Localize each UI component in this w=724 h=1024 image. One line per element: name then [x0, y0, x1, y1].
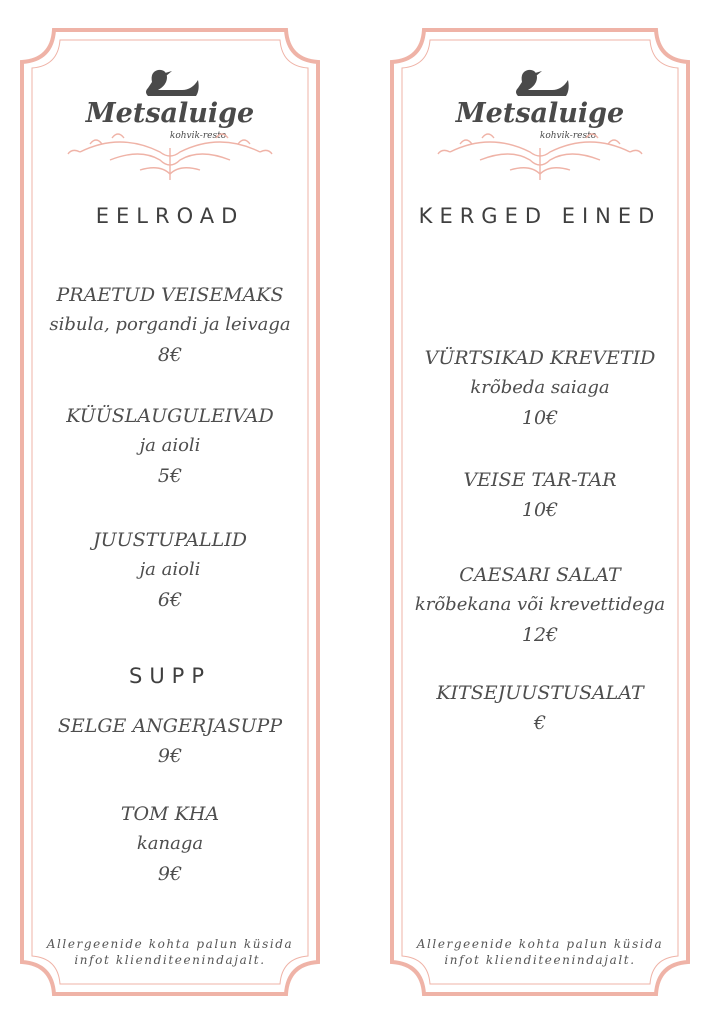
item-desc: sibula, porgandi ja leivaga — [49, 314, 291, 335]
item-price: 12€ — [521, 624, 559, 646]
menu-item — [390, 560, 690, 650]
item-name: PRAETUD VEISEMAKS — [56, 284, 284, 306]
allergen-note-line: infot klienditeenindajalt. — [74, 953, 266, 967]
item-price: € — [533, 712, 547, 734]
logo-wordmark: Metsaluige — [85, 98, 255, 129]
swan-icon — [146, 70, 199, 96]
section-title-supp: SUPP — [128, 664, 212, 688]
item-name: SELGE ANGERJASUPP — [57, 715, 283, 737]
item-desc: ja aioli — [139, 559, 201, 580]
item-name: KÜÜSLAUGULEIVAD — [66, 405, 274, 427]
section-title-kerged-eined: KERGED EINED — [418, 204, 662, 228]
item-name: VEISE TAR-TAR — [463, 469, 617, 491]
item-name: TOM KHA — [120, 803, 220, 825]
item-name: JUUSTUPALLID — [92, 529, 248, 551]
item-desc: ja aioli — [139, 435, 201, 456]
logo-tagline: kohvik-resto — [539, 131, 597, 141]
allergen-note — [20, 936, 320, 968]
menu-card-right — [390, 28, 690, 996]
menu-item — [20, 280, 320, 370]
item-price: 10€ — [521, 499, 559, 521]
item-price: 8€ — [157, 344, 183, 366]
item-desc: kanaga — [136, 833, 204, 854]
menu-item — [20, 711, 320, 771]
item-price: 6€ — [157, 589, 183, 611]
section-title-eelroad: EELROAD — [95, 204, 245, 228]
brand-logo — [20, 52, 320, 182]
menu-item — [20, 401, 320, 491]
item-name: VÜRTSIKAD KREVETID — [424, 347, 656, 369]
item-price: 9€ — [157, 745, 183, 767]
item-price: 5€ — [157, 465, 183, 487]
allergen-note-line: Allergeenide kohta palun küsida — [46, 937, 294, 951]
item-price: 9€ — [157, 863, 183, 885]
allergen-note-line: Allergeenide kohta palun küsida — [416, 937, 664, 951]
logo-tagline: kohvik-resto — [169, 131, 227, 141]
allergen-note-line: infot klienditeenindajalt. — [444, 953, 636, 967]
item-name: CAESARI SALAT — [459, 564, 621, 586]
item-desc: krõbeda saiaga — [470, 377, 610, 398]
logo-wordmark: Metsaluige — [455, 98, 625, 129]
menu-card-left — [20, 28, 320, 996]
item-price: 10€ — [521, 407, 559, 429]
menu-item — [20, 525, 320, 615]
menu-item — [390, 678, 690, 738]
brand-logo — [390, 52, 690, 182]
menu-item — [390, 343, 690, 433]
allergen-note — [390, 936, 690, 968]
item-name: KITSEJUUSTUSALAT — [436, 682, 644, 704]
menu-item — [20, 799, 320, 889]
menu-item — [390, 465, 690, 525]
item-desc: krõbekana või krevettidega — [414, 594, 666, 615]
swan-icon — [516, 70, 569, 96]
